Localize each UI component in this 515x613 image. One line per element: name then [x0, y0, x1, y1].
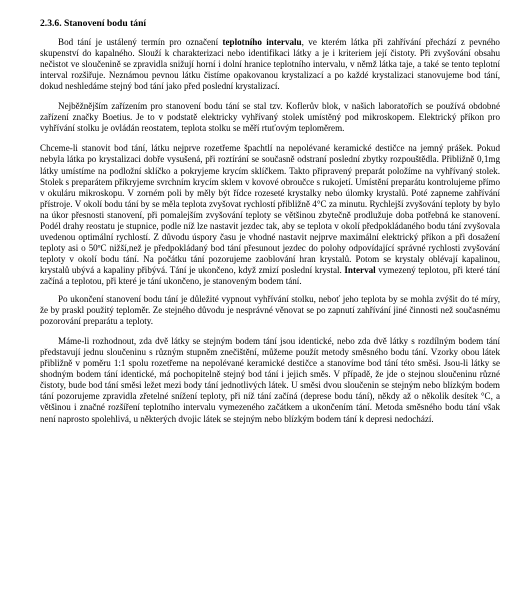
paragraph-text: vymezený teplotou, při které tání začíná a teplotou, při které je tání ukončeno, je stanoveným bodem tání. [40, 264, 500, 286]
bold-term: teplotního intervalu [222, 37, 302, 48]
paragraph-mixed-melting-point: Máme-li rozhodnout, zda dvě látky se stejným bodem tání jsou identické, nebo zda dvě látky s rozdílným bodem tání představují jednu sloučeninu s různým stupněm znečištění, můžeme použít metody směsného bodu tání. Vzorky obou látek přibližně v poměru 1:1 spolu rozetřeme na nepolévané keramické destičce a stanovíme bod tání této směsi. Jsou-li látky se shodným bodem tání identické, má pochopitelně stejný bod tání i jejich směs. V případě, že jde o stejnou sloučeninu různé čistoty, bude bod tání směsi ležet mezi body tání jednotlivých látek. U směsi dvou sloučenin se stejným nebo blízkým bodem tání pozorujeme zpravidla zřetelné snížení teploty, při níž tání začíná (deprese bodu tání), někdy až o několik desítek °C, a většinou i značné rozšíření teplotního intervalu vymezeného začátkem a ukončením tání. Metoda směsného bodu tání však není naprosto spolehlivá, u některých dvojic látek se stejným nebo blízkým bodem tání k depresi nedochází. [40, 336, 500, 424]
paragraph-text: , ve kterém látka při zahřívání přechází z pevného skupenství do kapalného. Slouží k charakterizaci nebo identifikaci látky a je i kriteriem její čistoty. Při zvyšování obsahu nečistot ve sloučenině se zpravidla snižují horní i dolní hranice teplotního intervalu, v němž látka taje, a také se tento teplotní interval rozšiřuje. Neznámou pevnou látku čistíme opakovanou krystalizací a po každé krystalizaci stanovujeme bod tání, dokud neshledáme stejný bod tání jako před poslední krystalizací. [40, 37, 500, 92]
paragraph-procedure [40, 143, 500, 287]
section-heading: 2.3.6. Stanovení bodu tání [40, 18, 147, 29]
paragraph-shutdown: Po ukončení stanovení bodu tání je důležité vypnout vyhřívání stolku, neboť jeho teplota by se mohla zvýšit do té míry, že by praskl použitý teploměr. Ze stejného důvodu je nesprávné věnovat se po zapnutí zahřívání jiné činnosti než současnému pozorování preparátu a teploty. [40, 294, 500, 327]
paragraph-text: Bod tání je ustálený termín pro označení [58, 37, 223, 48]
bold-term: Interval [344, 264, 376, 275]
paragraph-text: Chceme-li stanovit bod tání, látku nejprve rozetřeme špachtlí na nepolévané keramické destičce na jemný prášek. Pokud nebyla látka po krystalizaci dobře vysušená, při roztírání se současně odstraní poslední zbytky rozpouštědla. Přibližně 0,1mg látky umístíme na podložní sklíčko a pokryjeme krycím sklíčkem. Takto připravený preparát položíme na vyhřívaný stolek. Stolek s preparátem přikryjeme svrchním krycím sklem v kovové obroučce s rukojetí. Umístění preparátu kontrolujeme přímo v okuláru mikroskopu. V zorném poli by měly být řídce rozeseté krystalky nebo úlomky krystalů. Poté zapneme zahřívání přístroje. V okolí bodu tání by se měla teplota zvyšovat rychlostí přibližně 4°C za minutu. Rychlejší zvyšování teploty by bylo na úkor přesnosti stanovení, při pomalejším zvyšování teploty se většinou zbytečně prodlužuje doba potřebná ke stanovení. Podél drahy reostatu je stupnice, podle níž lze nastavit jezdec tak, aby se teplota v okolí předpokládaného bodu tání zvyšovala uvedenou optimální rychlostí. Z důvodu úspory času je vhodné nastavit nejprve maximální elektrický příkon a při dosažení teploty asi o 50ºC nižší,než je předpokládaný bod tání přesunout jezdec do polohy odpovídající správné rychlosti zvyšování teploty v okolí bodu tání. Na počátku tání pozorujeme zaoblování hran krystalů. Potom se krystaly oblévají kapalinou, krystalů ubývá a kapaliny přibývá. Tání je ukončeno, když zmizí poslední krystal. [40, 143, 500, 275]
paragraph-apparatus: Nejběžnějším zařízením pro stanovení bodu tání se stal tzv. Koflerův blok, v našich laboratořích se používá obdobné zařízení značky Boetius. Je to v podstatě elektricky vyhřívaný stolek umístěný pod mikroskopem. Elektrický příkon pro vyhřívání stolku je ovládán reostatem, teplota stolku se měří rtuťovým teploměrem. [40, 101, 500, 134]
document-page [40, 18, 500, 434]
paragraph-definition [40, 37, 500, 92]
